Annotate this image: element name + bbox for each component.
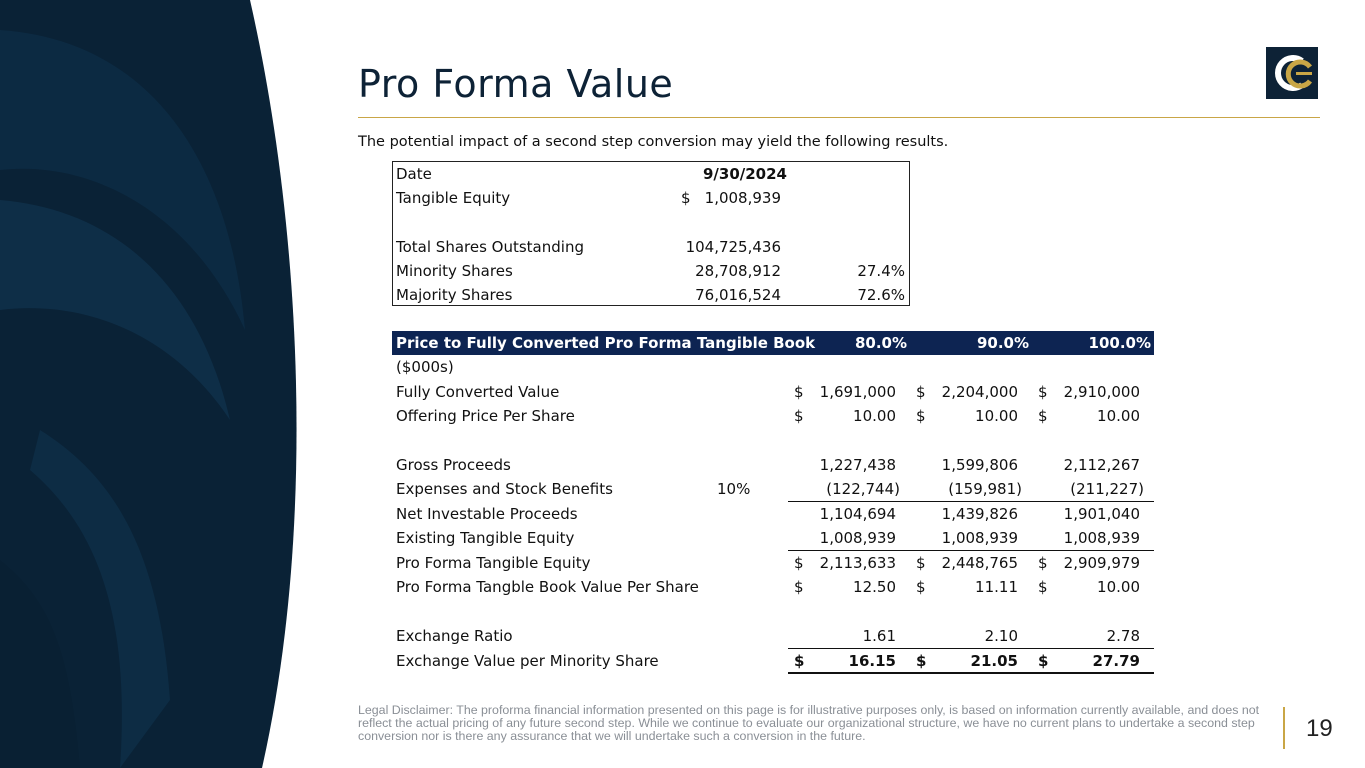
header-label: Price to Fully Converted Pro Forma Tangible Book	[396, 334, 816, 352]
cell	[788, 627, 904, 647]
row-label: Exchange Value per Minority Share	[396, 652, 659, 670]
row-label: Existing Tangible Equity	[396, 529, 575, 547]
value: 1,104,694	[819, 505, 896, 523]
value: 1,008,939	[1063, 529, 1140, 547]
majority-shares-label: Majority Shares	[396, 286, 513, 304]
row-label: Net Investable Proceeds	[396, 505, 578, 523]
legal-disclaimer: Legal Disclaimer: The proforma financial information presented on this page is for illustrative purposes only, is based on information currently available, and does not reflect the actual pricing of any future second step. While we continue to evaluate our organizational structure, we have no current plans to undertake a second step conversion nor is there any assurance that we will undertake such a conversion in the future.	[358, 703, 1260, 743]
table-row	[392, 649, 1154, 673]
total-shares-label: Total Shares Outstanding	[396, 238, 584, 256]
row-label: Offering Price Per Share	[396, 407, 575, 425]
header-col-90: 90.0%	[976, 334, 1029, 352]
dollar-sign: $	[916, 578, 926, 596]
value: 1,901,040	[1063, 505, 1140, 523]
tangible-equity-label: Tangible Equity	[396, 189, 511, 207]
value: 10.00	[853, 407, 896, 425]
table-row	[392, 453, 1154, 477]
cell	[788, 407, 904, 427]
table-row	[392, 404, 1154, 428]
cell	[910, 456, 1026, 476]
value: 1,691,000	[819, 383, 896, 401]
value: 11.11	[975, 578, 1018, 596]
table-row	[393, 235, 909, 259]
value: 1,599,806	[941, 456, 1018, 474]
dollar-sign: $	[794, 383, 804, 401]
dollar-sign: $	[1038, 652, 1049, 670]
header-col-100: 100.0%	[1088, 334, 1151, 352]
value: (211,227)	[1070, 480, 1144, 498]
expense-pct: 10%	[717, 480, 751, 498]
subtitle: The potential impact of a second step conversion may yield the following results.	[358, 134, 949, 150]
row-label: Fully Converted Value	[396, 383, 560, 401]
table-row	[392, 575, 1154, 599]
cell	[1032, 407, 1148, 427]
value: 2.78	[1106, 627, 1140, 645]
minority-shares-label: Minority Shares	[396, 262, 513, 280]
dollar-sign: $	[916, 554, 926, 572]
table-row	[393, 259, 909, 283]
cell	[788, 456, 904, 476]
cell	[788, 480, 904, 500]
value: 16.15	[848, 652, 896, 670]
table-row	[393, 283, 909, 307]
majority-shares-pct: 72.6%	[857, 286, 905, 304]
value: 10.00	[1097, 407, 1140, 425]
tangible-equity-value: 1,008,939	[704, 189, 781, 207]
dollar-sign: $	[794, 578, 804, 596]
row-label: Gross Proceeds	[396, 456, 511, 474]
value: 2,113,633	[819, 554, 896, 572]
cell	[910, 554, 1026, 574]
cell	[910, 529, 1026, 549]
background-art	[0, 0, 310, 768]
cell	[1032, 529, 1148, 549]
dollar-sign: $	[1038, 554, 1048, 572]
row-label: Pro Forma Tangible Equity	[396, 554, 591, 572]
dollar-sign: $	[1038, 407, 1048, 425]
dollar-sign: $	[1038, 383, 1048, 401]
row-label: Exchange Ratio	[396, 627, 513, 645]
value: 1.61	[862, 627, 896, 645]
table-row	[392, 551, 1154, 575]
value: 1,008,939	[819, 529, 896, 547]
units-label: ($000s)	[396, 358, 454, 376]
table-row	[392, 477, 1154, 501]
value: 10.00	[975, 407, 1018, 425]
cell	[1032, 480, 1148, 500]
cell	[788, 383, 904, 403]
value: 27.79	[1092, 652, 1140, 670]
cell	[788, 529, 904, 549]
cell	[788, 505, 904, 525]
cell	[1032, 578, 1148, 598]
title-divider	[358, 117, 1320, 118]
summary-table	[392, 161, 910, 306]
dollar-sign: $	[681, 189, 691, 207]
value: 1,008,939	[941, 529, 1018, 547]
value: 1,439,826	[941, 505, 1018, 523]
value: 2.10	[984, 627, 1018, 645]
row-label: Expenses and Stock Benefits	[396, 480, 613, 498]
table-row	[392, 624, 1154, 648]
cell	[910, 578, 1026, 598]
table-row	[392, 380, 1154, 404]
cell	[788, 652, 904, 672]
value: (159,981)	[948, 480, 1022, 498]
company-logo-icon	[1266, 47, 1318, 99]
dollar-sign: $	[794, 554, 804, 572]
dollar-sign: $	[794, 407, 804, 425]
page-title: Pro Forma Value	[358, 62, 674, 106]
table-row	[393, 162, 909, 186]
table-row	[392, 355, 1154, 379]
dollar-sign: $	[916, 407, 926, 425]
value: 10.00	[1097, 578, 1140, 596]
value: 21.05	[970, 652, 1018, 670]
value: 1,227,438	[819, 456, 896, 474]
table-row	[392, 526, 1154, 550]
dollar-sign: $	[916, 652, 927, 670]
value: (122,744)	[826, 480, 900, 498]
value: 2,112,267	[1063, 456, 1140, 474]
table-row	[393, 186, 909, 210]
cell	[788, 554, 904, 574]
dollar-sign: $	[916, 383, 926, 401]
cell	[910, 505, 1026, 525]
date-label: Date	[396, 165, 432, 183]
dollar-sign: $	[794, 652, 805, 670]
page-number-divider	[1283, 707, 1285, 749]
table-row	[392, 502, 1154, 526]
cell	[910, 480, 1026, 500]
cell	[1032, 505, 1148, 525]
row-label: Pro Forma Tangble Book Value Per Share	[396, 578, 699, 596]
cell	[910, 652, 1026, 672]
cell	[1032, 554, 1148, 574]
dollar-sign: $	[1038, 578, 1048, 596]
value: 2,909,979	[1063, 554, 1140, 572]
value: 2,910,000	[1063, 383, 1140, 401]
cell	[1032, 652, 1148, 672]
header-col-80: 80.0%	[854, 334, 907, 352]
cell	[1032, 627, 1148, 647]
cell	[910, 407, 1026, 427]
cell	[1032, 456, 1148, 476]
minority-shares-value: 28,708,912	[695, 262, 781, 280]
minority-shares-pct: 27.4%	[857, 262, 905, 280]
total-shares-value: 104,725,436	[685, 238, 781, 256]
cell	[1032, 383, 1148, 403]
date-value: 9/30/2024	[702, 165, 787, 183]
underline	[788, 672, 1154, 674]
value: 2,448,765	[941, 554, 1018, 572]
cell	[910, 627, 1026, 647]
value: 2,204,000	[941, 383, 1018, 401]
page-number: 19	[1306, 715, 1333, 742]
value: 12.50	[853, 578, 896, 596]
cell	[788, 578, 904, 598]
table-header	[392, 331, 1154, 355]
majority-shares-value: 76,016,524	[695, 286, 781, 304]
cell	[910, 383, 1026, 403]
